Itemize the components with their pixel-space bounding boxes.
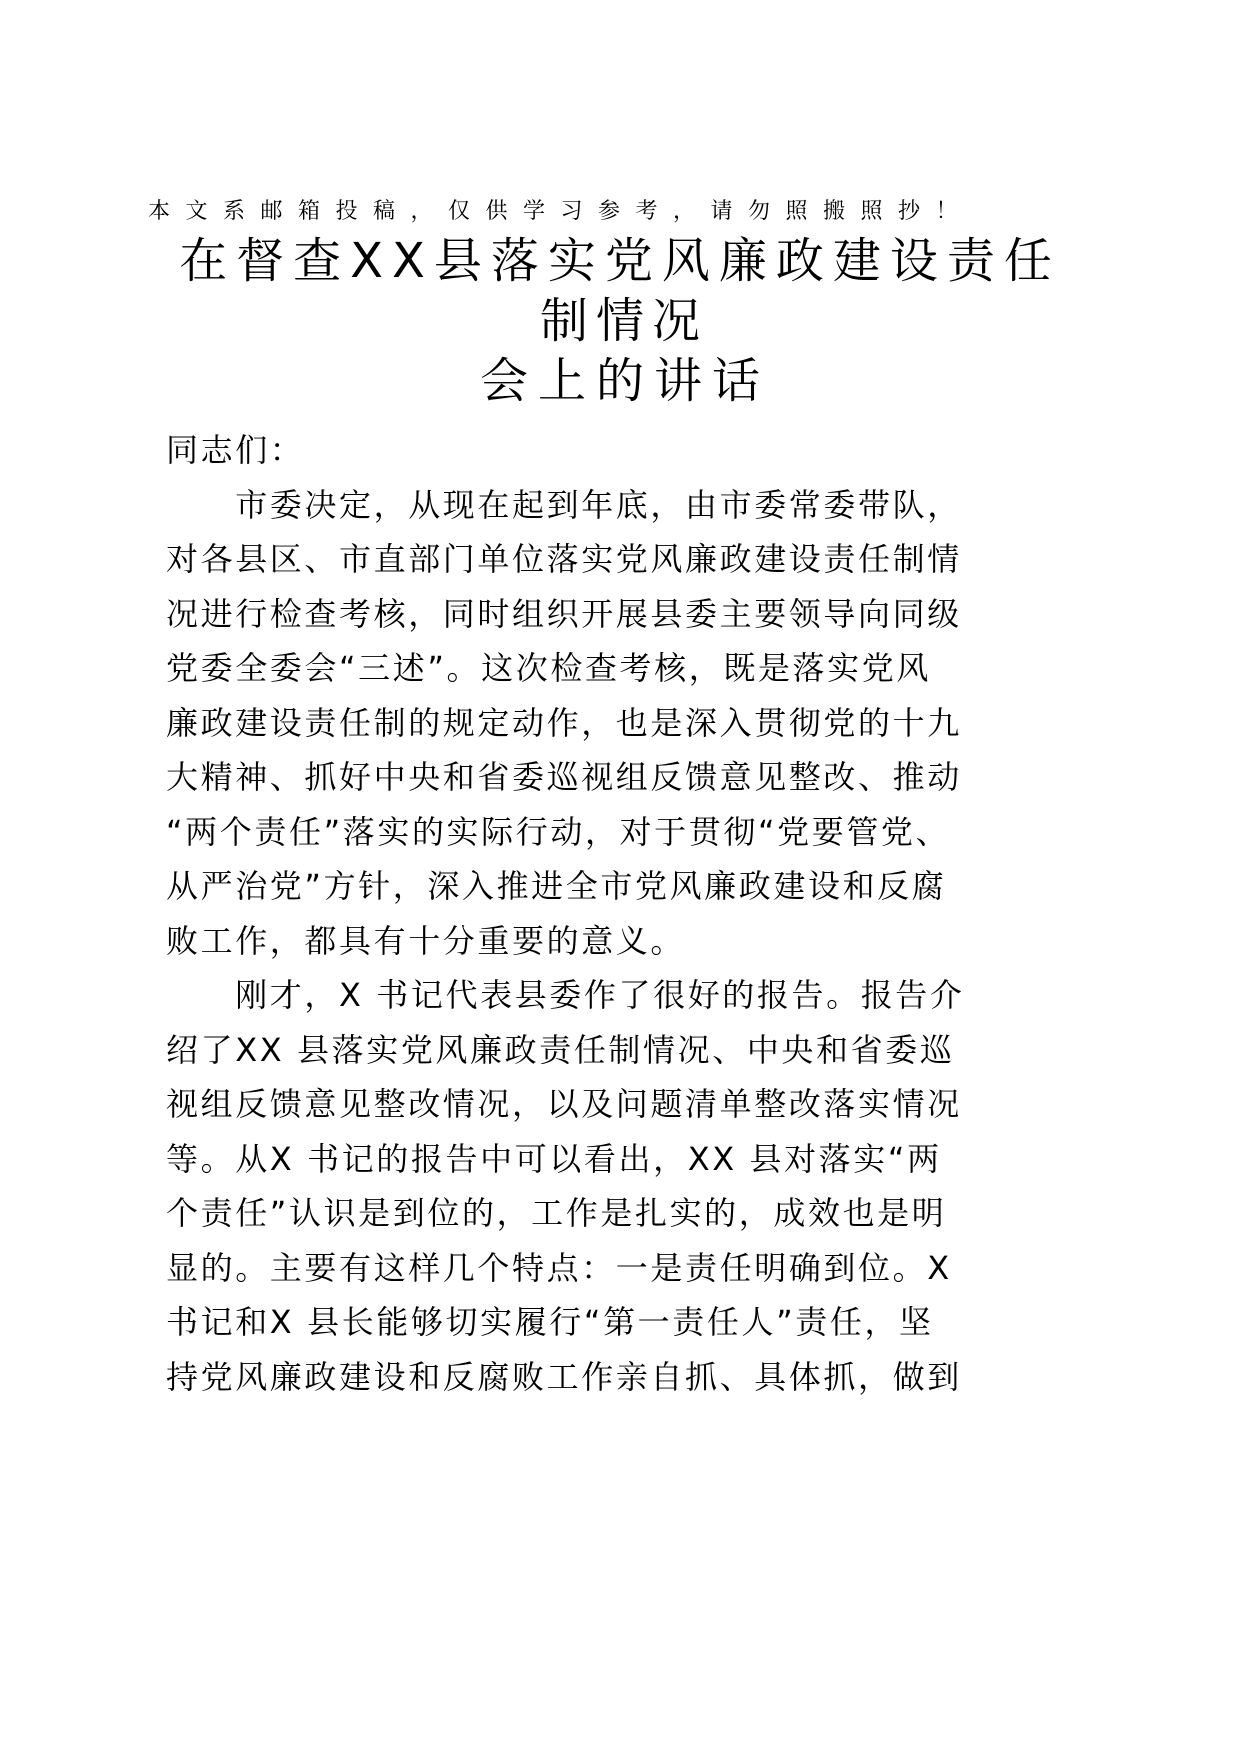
salutation: 同志们： — [166, 431, 305, 469]
body-line: 从严治党”方针，深入推进全市党风廉政建设和反腐 — [166, 867, 947, 905]
body-line: “两个责任”落实的实际行动，对于贯彻“党要管党、 — [166, 813, 951, 851]
document-title-line-3: 会上的讲话 — [479, 353, 770, 409]
body-line: 败工作，都具有十分重要的意义。 — [166, 922, 686, 960]
body-line: 书记和X 县长能够切实履行“第一责任人”责任，坚 — [166, 1303, 934, 1341]
body-line: 廉政建设责任制的规定动作，也是深入贯彻党的十九 — [166, 704, 962, 742]
copyright-notice: 本文系邮箱投稿，仅供学习参考，请勿照搬照抄！ — [148, 199, 974, 224]
document-title-line-1: 在督查XX县落实党风廉政建设责任 — [179, 233, 1061, 289]
body-line: 刚才，X 书记代表县委作了很好的报告。报告介 — [166, 976, 965, 1014]
body-line: 视组反馈意见整改情况，以及问题清单整改落实情况 — [166, 1085, 962, 1123]
body-line: 对各县区、市直部门单位落实党风廉政建设责任制情 — [166, 540, 962, 578]
body-line: 党委全委会“三述”。这次检查考核，既是落实党风 — [166, 649, 931, 687]
body-line: 个责任”认识是到位的，工作是扎实的，成效也是明 — [166, 1194, 947, 1232]
body-line: 况进行检查考核，同时组织开展县委主要领导向同级 — [166, 595, 962, 633]
body-line: 等。从X 书记的报告中可以看出，XX 县对落实“两 — [166, 1140, 942, 1178]
body-line: 绍了XX 县落实党风廉政责任制情况、中央和省委巡 — [166, 1031, 955, 1069]
document-title-line-2: 制情况 — [539, 293, 708, 349]
body-line: 显的。主要有这样几个特点：一是责任明确到位。X — [166, 1249, 952, 1287]
body-line: 大精神、抓好中央和省委巡视组反馈意见整改、推动 — [166, 758, 962, 796]
body-line: 持党风廉政建设和反腐败工作亲自抓、具体抓，做到 — [166, 1358, 962, 1396]
body-line: 市委决定，从现在起到年底，由市委常委带队， — [166, 486, 962, 524]
